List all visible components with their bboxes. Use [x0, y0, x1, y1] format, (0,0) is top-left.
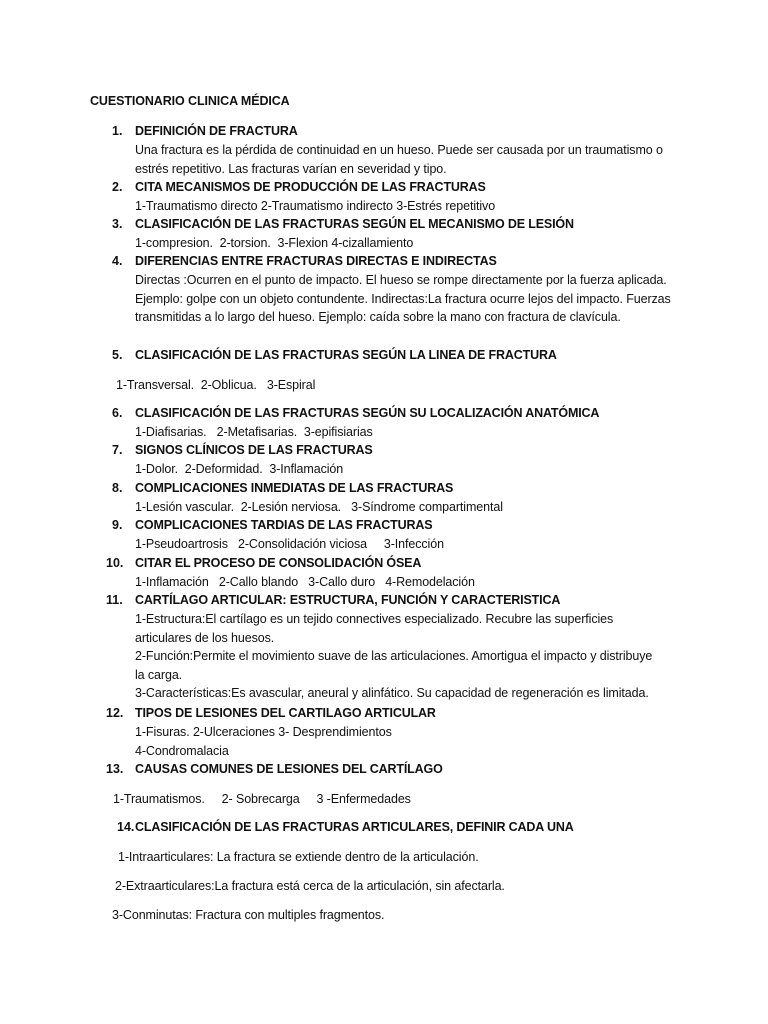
- answer-text: 1-Lesión vascular. 2-Lesión nerviosa. 3-Síndrome compartimental: [135, 500, 503, 514]
- question-number: 14.: [117, 820, 135, 834]
- answer-text: 1-Diafisarias. 2-Metafisarias. 3-epifisiarias: [135, 425, 373, 439]
- question-title: SIGNOS CLÍNICOS DE LAS FRACTURAS: [135, 443, 373, 457]
- question-2: [90, 178, 690, 216]
- question-11: [90, 591, 690, 703]
- question-5: [90, 346, 690, 365]
- question-9: [90, 516, 690, 554]
- question-number: 6.: [112, 406, 123, 420]
- question-title: CLASIFICACIÓN DE LAS FRACTURAS SEGÚN EL MECANISMO DE LESIÓN: [135, 217, 574, 231]
- question-10: [90, 554, 690, 592]
- question-title: CAUSAS COMUNES DE LESIONES DEL CARTÍLAGO: [135, 762, 443, 776]
- answer-text: 1-compresion. 2-torsion. 3-Flexion 4-cizallamiento: [135, 236, 414, 250]
- question-number: 3.: [112, 217, 123, 231]
- question-number: 2.: [112, 180, 123, 194]
- answer-text: Una fractura es la pérdida de continuidad en un hueso. Puede ser causada por un traumatismo o estrés repetitivo. Las fracturas varían en severidad y tipo.: [135, 143, 663, 176]
- question-number: 4.: [112, 254, 123, 268]
- answer-text: 3-Características:Es avascular, aneural y alinfático. Su capacidad de regeneración es limitada.: [135, 686, 649, 701]
- answer-text: Directas :Ocurren en el punto de impacto. El hueso se rompe directamente por la fuerza aplicada. Ejemplo: golpe con un objeto contundente. Indirectas:La fractura ocurre lejos del impacto. Fuerzas transmitidas a lo largo del hueso. Ejemplo: caída sobre la mano con fractura de clavícula.: [135, 273, 671, 325]
- question-13: [90, 760, 690, 779]
- question-number: 8.: [112, 481, 123, 495]
- question-title: DEFINICIÓN DE FRACTURA: [135, 124, 298, 138]
- answer-text: 4-Condromalacia: [135, 743, 229, 758]
- answer-text: 1-Pseudoartrosis 2-Consolidación viciosa 3-Infección: [135, 537, 444, 551]
- answer-text: 2-Función:Permite el movimiento suave de las articulaciones. Amortigua el impacto y distribuye la carga.: [135, 649, 653, 682]
- question-14: [90, 818, 690, 837]
- question-number: 5.: [112, 348, 123, 362]
- question-1: [90, 122, 690, 178]
- question-title: COMPLICACIONES TARDIAS DE LAS FRACTURAS: [135, 518, 433, 532]
- question-number: 10.: [106, 556, 124, 570]
- question-title: CLASIFICACIÓN DE LAS FRACTURAS ARTICULARES, DEFINIR CADA UNA: [135, 820, 574, 834]
- question-title: CITA MECANISMOS DE PRODUCCIÓN DE LAS FRACTURAS: [135, 180, 486, 194]
- question-number: 11.: [106, 593, 123, 607]
- answer-text: 1-Intraarticulares: La fractura se extiende dentro de la articulación.: [118, 850, 479, 864]
- question-title: CITAR EL PROCESO DE CONSOLIDACIÓN ÓSEA: [135, 556, 422, 570]
- question-title: DIFERENCIAS ENTRE FRACTURAS DIRECTAS E INDIRECTAS: [135, 254, 497, 268]
- answer-text: 2-Extraarticulares:La fractura está cerca de la articulación, sin afectarla.: [115, 879, 505, 893]
- question-4: [90, 252, 690, 327]
- answer-text: 1-Traumatismo directo 2-Traumatismo indirecto 3-Estrés repetitivo: [135, 199, 496, 213]
- question-7: [90, 441, 690, 479]
- question-title: CLASIFICACIÓN DE LAS FRACTURAS SEGÚN LA LINEA DE FRACTURA: [135, 348, 557, 362]
- question-6: [90, 404, 690, 442]
- question-number: 12.: [106, 706, 124, 720]
- question-3: [90, 215, 690, 253]
- question-number: 13.: [106, 762, 124, 776]
- document-title: CUESTIONARIO CLINICA MÉDICA: [90, 94, 290, 108]
- answer-text: 1-Fisuras. 2-Ulceraciones 3- Desprendimientos: [135, 725, 392, 739]
- answer-text: 1-Estructura:El cartílago es un tejido connectives especializado. Recubre las superficies articulares de los huesos.: [135, 612, 614, 645]
- question-title: CLASIFICACIÓN DE LAS FRACTURAS SEGÚN SU LOCALIZACIÓN ANATÓMICA: [135, 406, 600, 420]
- question-12: [90, 704, 690, 760]
- question-number: 9.: [112, 518, 123, 532]
- answer-text: 1-Transversal. 2-Oblicua. 3-Espiral: [116, 378, 316, 392]
- answer-text: 1-Inflamación 2-Callo blando 3-Callo duro 4-Remodelación: [135, 575, 475, 589]
- answer-text: 3-Conminutas: Fractura con multiples fragmentos.: [112, 908, 385, 922]
- answer-text: 1-Dolor. 2-Deformidad. 3-Inflamación: [135, 462, 344, 476]
- question-title: CARTÍLAGO ARTICULAR: ESTRUCTURA, FUNCIÓN Y CARACTERISTICA: [135, 593, 561, 607]
- question-number: 7.: [112, 443, 123, 457]
- question-title: COMPLICACIONES INMEDIATAS DE LAS FRACTURAS: [135, 481, 454, 495]
- question-title: TIPOS DE LESIONES DEL CARTILAGO ARTICULAR: [135, 706, 436, 720]
- question-number: 1.: [112, 124, 123, 138]
- answer-text: 1-Traumatismos. 2- Sobrecarga 3 -Enfermedades: [113, 792, 411, 806]
- question-8: [90, 479, 690, 517]
